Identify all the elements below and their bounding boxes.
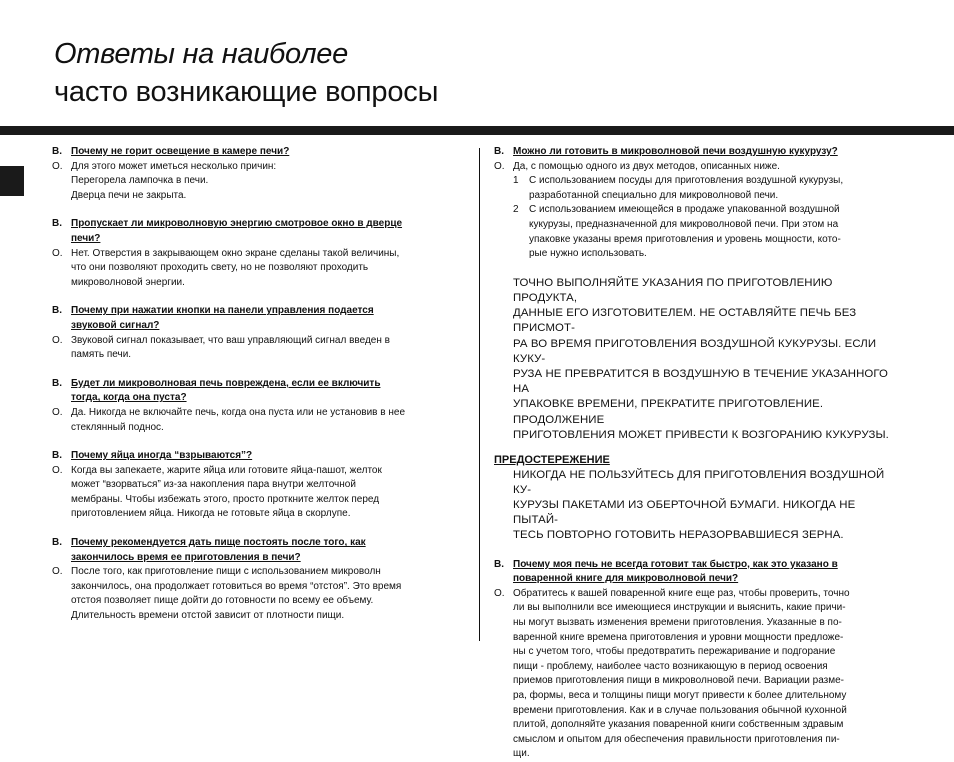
- text-line: отстоя позволяет пище дойти до готовности по всему ее объему.: [71, 595, 374, 607]
- text-line: ТОЧНО ВЫПОЛНЯЙТЕ УКАЗАНИЯ ПО ПРИГОТОВЛЕНИЮ ПРОДУКТА,: [513, 276, 833, 304]
- text-line: тогда, когда она пуста?: [71, 392, 187, 404]
- answer-row: [494, 160, 899, 175]
- text-line: После того, как приготовление пищи с использованием микроволн: [71, 566, 381, 578]
- header-rule: [0, 126, 954, 135]
- answer-label: О.: [52, 566, 63, 578]
- text-line: приемов приготовления пищи в микроволновой печи. Вариации разме-: [513, 675, 845, 687]
- text-line: пищи - проблему, наиболее часто возникающую в период освоения: [513, 660, 828, 672]
- question-label: В.: [52, 218, 62, 230]
- text-line: времени приготовления. Как и в случае пользования обычной кухонной: [513, 704, 847, 716]
- text-line: Да. Никогда не включайте печь, когда она пуста или не установив в нее: [71, 406, 406, 418]
- text-line: ны с учетом того, чтобы предотвратить пережаривание и подгорание: [513, 646, 836, 658]
- text-line: НИКОГДА НЕ ПОЛЬЗУЙТЕСЬ ДЛЯ ПРИГОТОВЛЕНИЯ ВОЗДУШНОЙ КУ-: [513, 468, 885, 496]
- text-line: Почему не горит освещение в камере печи?: [71, 146, 290, 157]
- list-number: 1: [513, 175, 519, 187]
- question-label: В.: [494, 558, 504, 570]
- question-text: [513, 558, 899, 587]
- text-line: рые нужно использовать.: [529, 248, 647, 260]
- question-label: В.: [52, 305, 62, 317]
- answer-text: [71, 406, 454, 435]
- answer-text: [71, 464, 454, 522]
- question-label: В.: [52, 450, 62, 462]
- text-line: Почему яйца иногда “взрываются”?: [71, 450, 253, 462]
- question-row: [52, 217, 454, 246]
- text-line: закончилось время ее приготовления в печи?: [71, 551, 301, 563]
- popcorn-notice: [494, 276, 899, 443]
- text-line: плитой, дополняйте указания поваренной книги собственным здравым: [513, 719, 844, 731]
- list-text: [529, 174, 899, 203]
- text-line: память печи.: [71, 349, 132, 361]
- text-line: РА ВО ВРЕМЯ ПРИГОТОВЛЕНИЯ ВОЗДУШНОЙ КУКУРУЗЫ. ЕСЛИ КУКУ-: [513, 337, 877, 365]
- text-line: Дверца печи не закрыта.: [71, 189, 187, 201]
- answer-text: [71, 247, 454, 291]
- answer-row: [494, 587, 899, 762]
- qa-item: [52, 536, 454, 624]
- question-label: В.: [494, 146, 504, 157]
- text-line: Да, с помощью одного из двух методов, описанных ниже.: [513, 160, 780, 172]
- answer-label: О.: [52, 334, 63, 346]
- text-line: С использованием посуды для приготовления воздушной кукурузы,: [529, 175, 844, 187]
- text-line: Когда вы запекаете, жарите яйца или готовите яйца-пашот, желток: [71, 464, 382, 476]
- answer-row: [52, 464, 454, 522]
- text-line: варенной книге времена приготовления и уровни мощности предложе-: [513, 631, 844, 643]
- question-row: [52, 145, 454, 160]
- question-text: [71, 217, 454, 246]
- text-line: Нет. Отверстия в закрывающем окно экране сделаны такой величины,: [71, 247, 400, 259]
- text-line: поваренной книге для микроволновой печи?: [513, 573, 739, 585]
- answer-label: О.: [52, 160, 63, 172]
- column-divider: [479, 148, 480, 641]
- answer-label: О.: [494, 587, 505, 599]
- question-row: [52, 449, 454, 464]
- text-line: ДАННЫЕ ЕГО ИЗГОТОВИТЕЛЕМ. НЕ ОСТАВЛЯЙТЕ ПЕЧЬ БЕЗ ПРИСМОТ-: [513, 307, 857, 335]
- answer-text: [513, 587, 899, 762]
- question-label: В.: [52, 377, 62, 389]
- page-title-line1: Ответы на наиболее: [54, 38, 348, 70]
- caution-heading: ПРЕДОСТЕРЕЖЕНИЕ: [494, 453, 610, 466]
- answer-text: [71, 565, 454, 623]
- question-text: [71, 304, 454, 333]
- text-line: Длительность времени отстой зависит от плотности пищи.: [71, 610, 345, 622]
- question-row: [52, 536, 454, 565]
- qa-item: [52, 377, 454, 435]
- section-tab-marker: [0, 166, 24, 196]
- text-line: Почему моя печь не всегда готовит так быстро, как это указано в: [513, 558, 838, 570]
- qa-item: [52, 449, 454, 522]
- text-line: упаковке указаны время приготовления и уровень мощности, кото-: [529, 233, 841, 245]
- text-line: щи.: [513, 748, 530, 760]
- answer-text: [71, 160, 454, 204]
- answer-row: [52, 406, 454, 435]
- qa-item: [52, 145, 454, 203]
- qa-item: [52, 304, 454, 362]
- text-line: мембраны. Чтобы избежать этого, просто проткните желток перед: [71, 493, 380, 505]
- text-line: ли вы выполнили все имеющиеся инструкции и выяснить, какие причи-: [513, 602, 846, 614]
- text-line: УПАКОВКЕ ВРЕМЕНИ, ПРЕКРАТИТЕ ПРИГОТОВЛЕНИЕ. ПРОДОЛЖЕНИЕ: [513, 398, 824, 426]
- list-item: [494, 174, 899, 203]
- qa-item: [52, 217, 454, 290]
- text-line: звуковой сигнал?: [71, 319, 160, 331]
- question-row: [494, 145, 899, 160]
- text-line: С использованием имеющейся в продаже упакованной воздушной: [529, 204, 840, 216]
- text-line: печи?: [71, 232, 101, 244]
- question-row: [494, 558, 899, 587]
- answer-label: О.: [494, 160, 505, 172]
- text-line: Обратитесь к вашей поваренной книге еще раз, чтобы проверить, точно: [513, 587, 850, 599]
- question-text: [513, 145, 899, 160]
- text-line: кукурузы, предназначенной для микроволновой печи. При этом на: [529, 218, 839, 230]
- list-item: [494, 203, 899, 261]
- text-line: ТЕСЬ ПОВТОРНО ГОТОВИТЬ НЕРАЗОРВАВШИЕСЯ ЗЕРНА.: [513, 529, 844, 542]
- text-line: Можно ли готовить в микроволновой печи воздушную кукурузу?: [513, 146, 838, 157]
- answer-row: [52, 565, 454, 623]
- text-line: Звуковой сигнал показывает, что ваш управляющий сигнал введен в: [71, 334, 390, 346]
- list-number: 2: [513, 204, 519, 216]
- text-line: закончилось, она продолжает готовиться во время “отстоя”. Это время: [71, 580, 402, 592]
- text-line: ПРИГОТОВЛЕНИЯ МОЖЕТ ПРИВЕСТИ К ВОЗГОРАНИЮ КУКУРУЗЫ.: [513, 428, 889, 441]
- question-row: [52, 377, 454, 406]
- text-line: ра, формы, веса и толщины пищи могут привести к более длительному: [513, 689, 847, 701]
- text-line: смыслом и опытом для обеспечения правильности приготовления пи-: [513, 733, 840, 745]
- right-column: [494, 145, 899, 762]
- question-text: [71, 449, 454, 464]
- text-line: Перегорела лампочка в печи.: [71, 175, 209, 187]
- answer-label: О.: [52, 247, 63, 259]
- question-row: [52, 304, 454, 333]
- text-line: ны могут вызвать изменения времени приготовления. Указанные в по-: [513, 616, 842, 628]
- question-text: [71, 536, 454, 565]
- question-text: [71, 377, 454, 406]
- answer-row: [52, 247, 454, 291]
- text-line: микроволновой энергии.: [71, 276, 185, 288]
- left-column: [52, 145, 454, 624]
- answer-row: [52, 160, 454, 204]
- answer-text: [71, 334, 454, 363]
- question-label: В.: [52, 146, 62, 157]
- text-line: разработанной специально для микроволновой печи.: [529, 189, 779, 201]
- text-line: Почему при нажатии кнопки на панели управления подается: [71, 305, 374, 317]
- answer-list: [494, 174, 899, 262]
- text-line: приготовлением яйца. Никогда не готовьте яйца в скорлупе.: [71, 508, 351, 520]
- answer-text: [513, 160, 899, 175]
- answer-label: О.: [52, 464, 63, 476]
- qa-cooking-speed: [494, 558, 899, 762]
- qa-popcorn: [494, 145, 899, 262]
- text-line: Будет ли микроволновая печь повреждена, если ее включить: [71, 377, 381, 389]
- text-line: что они позволяют проходить свету, но не позволяют проходить: [71, 262, 369, 274]
- text-line: Для этого может иметься несколько причин:: [71, 160, 277, 172]
- page-title-line2: часто возникающие вопросы: [54, 76, 439, 108]
- caution-text: [494, 468, 899, 544]
- text-line: стеклянный поднос.: [71, 421, 164, 433]
- question-label: В.: [52, 537, 62, 549]
- text-line: Пропускает ли микроволновую энергию смотровое окно в дверце: [71, 218, 403, 230]
- text-line: Почему рекомендуется дать пище постоять после того, как: [71, 537, 366, 549]
- list-text: [529, 203, 899, 261]
- answer-row: [52, 334, 454, 363]
- answer-label: О.: [52, 406, 63, 418]
- question-text: [71, 145, 454, 160]
- text-line: КУРУЗЫ ПАКЕТАМИ ИЗ ОБЕРТОЧНОЙ БУМАГИ. НИКОГДА НЕ ПЫТАЙ-: [513, 498, 856, 527]
- text-line: может “взорваться” из-за накопления пара внутри желточной: [71, 479, 356, 491]
- text-line: РУЗА НЕ ПРЕВРАТИТСЯ В ВОЗДУШНУЮ В ТЕЧЕНИЕ УКАЗАННОГО НА: [513, 367, 888, 396]
